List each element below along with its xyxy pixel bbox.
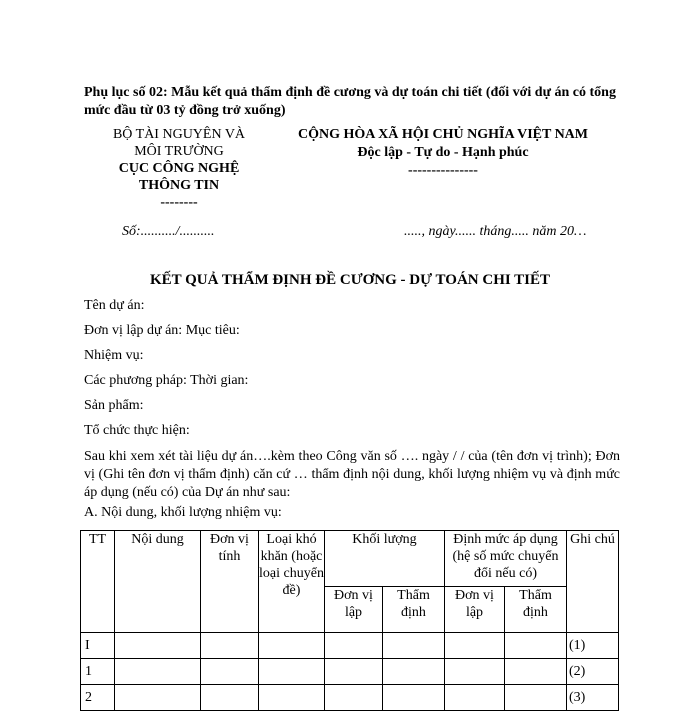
department-line-1: CỤC CÔNG NGHỆ (118, 161, 240, 176)
subheader-norm-prepared: Đơn vị lập (445, 587, 505, 633)
field-tasks: Nhiệm vụ: (84, 348, 144, 363)
table-row (81, 633, 619, 659)
header-norm: Định mức áp dụng (hệ số mức chuyển đổi nếu có) (445, 531, 567, 587)
row-note: (3) (567, 685, 619, 711)
header-note: Ghi chú (567, 531, 619, 633)
ministry-line-2: MÔI TRƯỜNG (134, 144, 224, 159)
field-unit-objective: Đơn vị lập dự án: Mục tiêu: (84, 323, 240, 338)
subheader-norm-appraised: Thẩm định (505, 587, 567, 633)
header-difficulty: Loại khó khăn (hoặc loại chuyển đề) (259, 531, 325, 633)
department-line-2: THÔNG TIN (138, 178, 220, 193)
field-implementer: Tổ chức thực hiện: (84, 423, 190, 438)
national-motto: Độc lập - Tự do - Hạnh phúc (357, 145, 529, 160)
subheader-volume-prepared: Đơn vị lập (325, 587, 383, 633)
field-methods-time: Các phương pháp: Thời gian: (84, 373, 249, 388)
document-title: KẾT QUẢ THẨM ĐỊNH ĐỀ CƯƠNG - DỰ TOÁN CHI TIẾT (149, 272, 551, 288)
row-tt: 2 (81, 685, 115, 711)
row-note: (2) (567, 659, 619, 685)
subheader-volume-appraised: Thẩm định (383, 587, 445, 633)
row-tt: 1 (81, 659, 115, 685)
annex-title: Phụ lục số 02: Mẫu kết quả thẩm định đề cương và dự toán chi tiết (đối với dự án có tổng mức đầu từ 03 tỷ đồng trở xuống) (84, 85, 616, 118)
header-content: Nội dung (115, 531, 201, 633)
row-tt: I (81, 633, 115, 659)
date-line: ....., ngày...... tháng..... năm 20… (404, 224, 587, 239)
ministry-line-1: BỘ TÀI NGUYÊN VÀ (112, 127, 246, 142)
country-name: CỘNG HÒA XÃ HỘI CHỦ NGHĨA VIỆT NAM (297, 127, 588, 142)
field-products: Sản phẩm: (84, 398, 144, 413)
task-volume-table (80, 530, 619, 711)
row-note: (1) (567, 633, 619, 659)
header-unit: Đơn vị tính (201, 531, 259, 633)
field-project-name: Tên dự án: (84, 298, 145, 313)
document-number: Số:........../.......... (122, 224, 215, 239)
section-a-heading: A. Nội dung, khối lượng nhiệm vụ: (84, 505, 282, 520)
header-tt: TT (81, 531, 115, 633)
header-volume: Khối lượng (325, 531, 445, 587)
agency-separator: -------- (160, 195, 198, 210)
table-row (81, 659, 619, 685)
intro-paragraph: Sau khi xem xét tài liệu dự án….kèm theo Công văn số …. ngày / / của (tên đơn vị trình); Đơn vị (Ghi tên đơn vị thẩm định) căn cứ … thẩm định nội dung, khối lượng nhiệm vụ và định mức áp dụng (nếu có) của Dự án như sau: (84, 449, 620, 500)
table-row (81, 685, 619, 711)
national-header (278, 126, 608, 180)
national-separator: --------------- (408, 163, 478, 178)
agency-header (84, 126, 274, 211)
